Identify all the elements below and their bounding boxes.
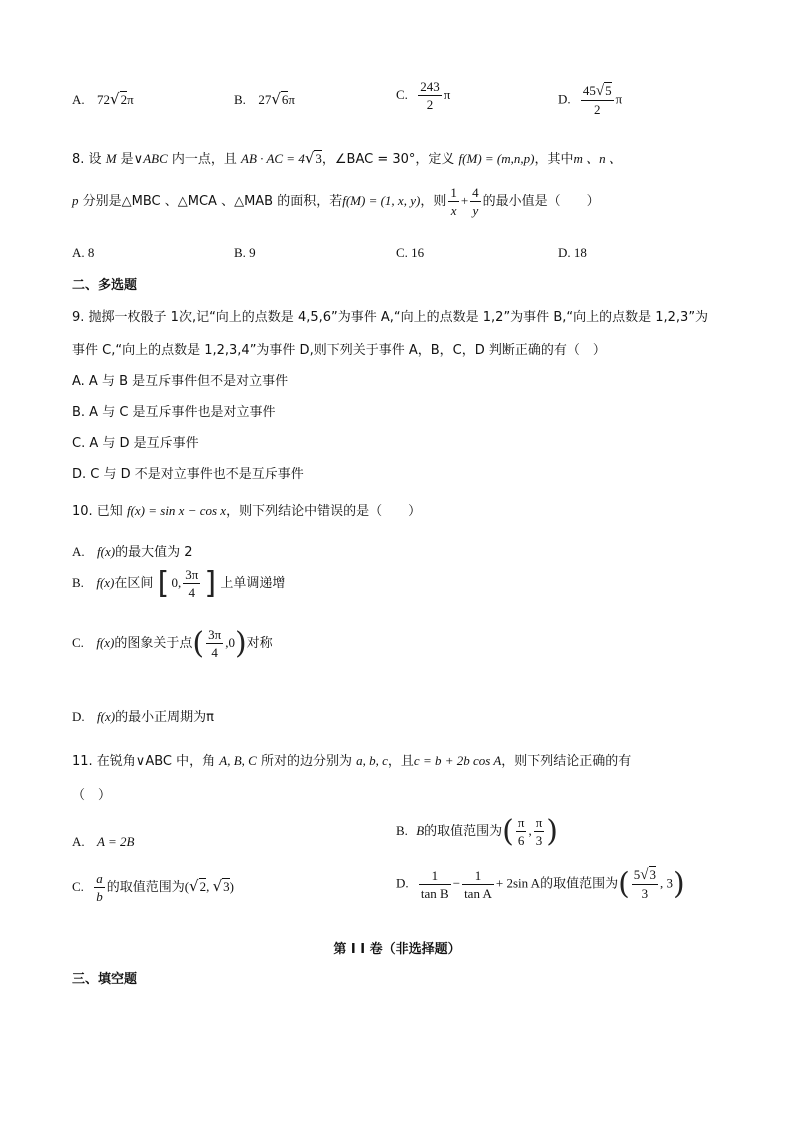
fraction: $\frac{45√5}{2}$ (582, 83, 612, 117)
q11-stem-line1: 11. 在锐角∨ABC 中，角 A, B, C 所对的边分别为 a, b, c，且c = b + 2b cos A，则下列结论正确的有 (72, 753, 632, 769)
fraction: $\frac{\pi}{6}$ (517, 815, 525, 848)
section-heading-multiple-choice: 二、多选题 (72, 278, 138, 293)
section-heading-fill-in: 三、填空题 (72, 972, 138, 987)
q8-option-a: A. 8 (72, 245, 95, 260)
q8-option-b: B. 9 (234, 245, 256, 260)
q11-option-c: C. $\frac{a}{b}$ 的取值范围为(√2, √3) (72, 871, 235, 904)
q10-option-c: C. f(x)的图象关于点( $\frac{3\pi}{4}$ ,0)对称 (72, 626, 273, 661)
q7-option-b: B. 27√6π (234, 90, 295, 108)
q7-option-a: A. 72√2π (72, 90, 134, 108)
fraction: $\frac{1}{\text{tan A}}$ (464, 867, 492, 901)
q10-option-a: A. f(x)的最大值为 2 (72, 544, 193, 560)
q8-option-c: C. 16 (396, 245, 425, 260)
q8-stem-line1: 8. 设 M 是∨ABC 内一点，且 AB · AC = 4√3，∠BAC = 30°，定义 f(M) = (m,n,p)，其中m 、n 、 (72, 149, 622, 167)
q11-option-d: D. $\frac{1}{\text{tan B}}$ − $\frac{1}{\text{tan A}}$ + 2sin A的取值范围为( $\frac{5√3}{3}$ , 3) (396, 866, 685, 902)
q11-option-a: A. A = 2B (72, 834, 135, 849)
fraction: $\frac{\pi}{3}$ (535, 815, 543, 848)
fraction: $\frac{3\pi}{4}$ (185, 567, 199, 600)
q9-stem-line1: 9. 抛掷一枚骰子 1次,记“向上的点数是 4,5,6”为事件 A,“向上的点数是 1,2”为事件 B,“向上的点数是 1,2,3”为 (72, 310, 709, 325)
fraction: $\frac{3\pi}{4}$ (208, 627, 222, 660)
fraction: $\frac{1}{x}$ (450, 185, 457, 218)
fraction: $\frac{a}{b}$ (96, 871, 103, 904)
q7-option-c: C. $\frac{243}{2}$ π (396, 79, 451, 112)
q9-option-a: A. A 与 B 是互斥事件但不是对立事件 (72, 374, 289, 389)
q10-option-d: D. f(x)的最小正周期为π (72, 709, 214, 725)
fraction: $\frac{1}{\text{tan B}}$ (420, 867, 449, 901)
q9-stem-line2: 事件 C,“向上的点数是 1,2,3,4”为事件 D,则下列关于事件 A，B，C，D 判断正确的有（ ） (72, 343, 606, 358)
q11-stem-line2: （ ） (72, 788, 112, 803)
q7-option-d: D. $\frac{45√5}{2}$ π (558, 83, 623, 117)
q9-option-b: B. A 与 C 是互斥事件也是对立事件 (72, 405, 276, 420)
q10-option-b: B. f(x)在区间[0, $\frac{3\pi}{4}$ ]上单调递增 (72, 566, 286, 601)
fraction: $\frac{4}{y}$ (472, 185, 479, 218)
q10-stem: 10. 已知 f(x) = sin x − cos x，则下列结论中错误的是（ ） (72, 503, 422, 519)
q11-option-b: B. B的取值范围为( $\frac{\pi}{6}$ , $\frac{\pi}{3}$ ) (396, 814, 558, 849)
q9-option-d: D. C 与 D 不是对立事件也不是互斥事件 (72, 467, 304, 482)
q8-stem-line2: p 分别是△MBC 、△MCA 、△MAB 的面积，若f(M) = (1, x, y)，则 $\frac{1}{x}$ + $\frac{4}{y}$ 的最小值是（ ） (72, 185, 600, 218)
fraction: $\frac{5√3}{3}$ (633, 867, 657, 901)
part-two-heading: 第 I I 卷（非选择题） (333, 942, 461, 957)
q8-option-d: D. 18 (558, 245, 587, 260)
q9-option-c: C. A 与 D 是互斥事件 (72, 436, 199, 451)
fraction: $\frac{243}{2}$ (420, 79, 440, 112)
